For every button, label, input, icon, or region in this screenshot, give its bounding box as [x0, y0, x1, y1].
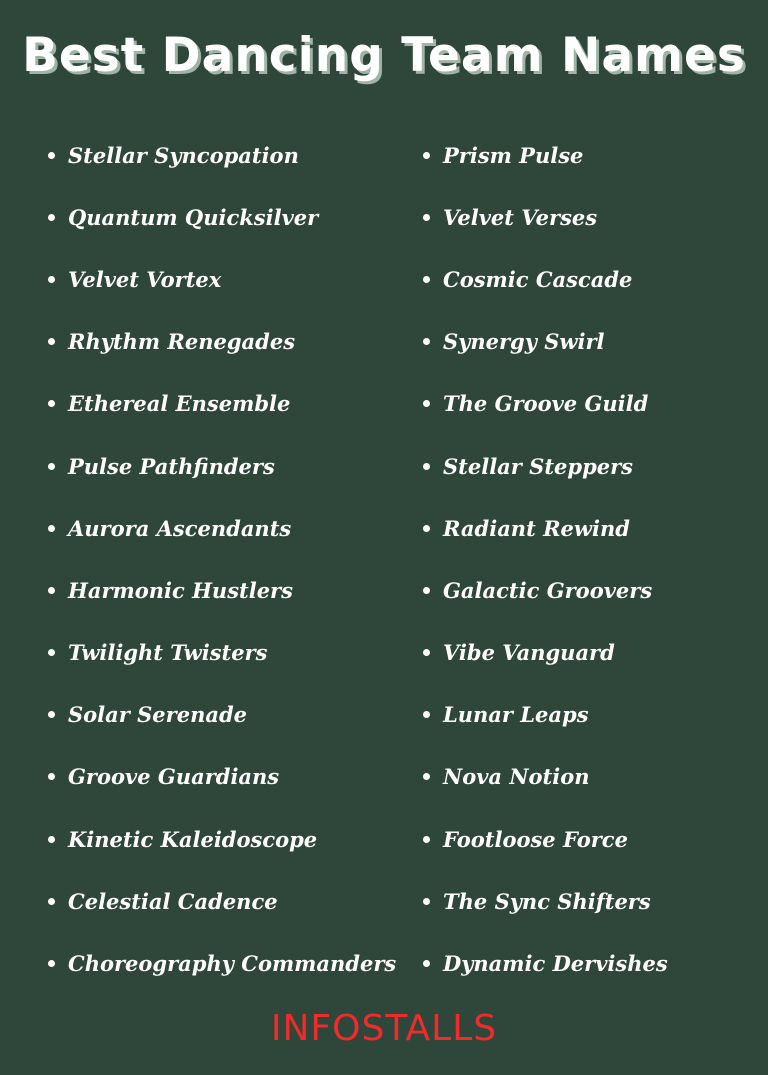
team-name: Nova Notion: [443, 764, 590, 790]
team-name: Twilight Twisters: [68, 640, 268, 666]
bullet-icon: [423, 214, 430, 221]
bullet-icon: [48, 525, 55, 532]
team-name: Quantum Quicksilver: [68, 204, 319, 230]
team-name: Footloose Force: [443, 826, 628, 852]
team-name: Dynamic Dervishes: [443, 951, 668, 977]
list-item: [423, 870, 753, 932]
list-item: [48, 870, 398, 932]
list-item: [423, 248, 753, 310]
bullet-icon: [423, 711, 430, 718]
list-item: [48, 684, 398, 746]
team-name: Pulse Pathfinders: [68, 453, 275, 479]
list-item: [423, 124, 753, 186]
list-item: [48, 559, 398, 621]
team-name: Aurora Ascendants: [68, 515, 292, 541]
team-name: Radiant Rewind: [443, 515, 630, 541]
list-item: [423, 808, 753, 870]
bullet-icon: [423, 587, 430, 594]
team-name: Velvet Verses: [443, 204, 598, 230]
bullet-icon: [423, 276, 430, 283]
team-name: Stellar Syncopation: [68, 142, 299, 168]
bullet-icon: [423, 463, 430, 470]
bullet-icon: [48, 773, 55, 780]
bullet-icon: [48, 587, 55, 594]
list-item: [48, 124, 398, 186]
bullet-icon: [423, 898, 430, 905]
team-name: Stellar Steppers: [443, 453, 634, 479]
bullet-icon: [48, 400, 55, 407]
list-item: [48, 186, 398, 248]
list-item: [423, 559, 753, 621]
names-list-left: [48, 124, 398, 995]
bullet-icon: [48, 463, 55, 470]
team-name: Prism Pulse: [443, 142, 584, 168]
list-item: [423, 186, 753, 248]
team-name: Synergy Swirl: [443, 329, 605, 355]
brand-logo-text: INFOSTALLS: [270, 1008, 498, 1049]
team-name: Cosmic Cascade: [443, 266, 633, 292]
team-name: Solar Serenade: [68, 702, 248, 728]
bullet-icon: [423, 773, 430, 780]
bullet-icon: [423, 338, 430, 345]
team-name: Vibe Vanguard: [443, 640, 615, 666]
names-list-right: [423, 124, 753, 995]
list-item: [423, 684, 753, 746]
page-title: Best Dancing Team Names: [22, 28, 746, 83]
team-name: Ethereal Ensemble: [68, 391, 291, 417]
list-item: [423, 932, 753, 994]
team-name: Galactic Groovers: [443, 577, 653, 603]
team-name: Rhythm Renegades: [68, 329, 296, 355]
bullet-icon: [48, 214, 55, 221]
team-name: The Sync Shifters: [443, 888, 651, 914]
list-item: [423, 435, 753, 497]
bullet-icon: [423, 400, 430, 407]
bullet-icon: [423, 836, 430, 843]
list-item: [48, 435, 398, 497]
team-name: The Groove Guild: [443, 391, 649, 417]
bullet-icon: [423, 960, 430, 967]
bullet-icon: [48, 898, 55, 905]
bullet-icon: [48, 338, 55, 345]
bullet-icon: [48, 960, 55, 967]
team-name: Harmonic Hustlers: [68, 577, 293, 603]
bullet-icon: [48, 649, 55, 656]
bullet-icon: [423, 525, 430, 532]
list-item: [423, 373, 753, 435]
list-item: [48, 373, 398, 435]
list-item: [48, 497, 398, 559]
list-item: [423, 746, 753, 808]
list-item: [48, 932, 398, 994]
team-name: Celestial Cadence: [68, 888, 278, 914]
team-name: Kinetic Kaleidoscope: [68, 826, 318, 852]
bullet-icon: [48, 152, 55, 159]
team-name: Velvet Vortex: [68, 266, 222, 292]
list-item: [423, 497, 753, 559]
list-item: [423, 311, 753, 373]
bullet-icon: [423, 152, 430, 159]
team-name: Choreography Commanders: [68, 951, 397, 977]
team-name: Lunar Leaps: [443, 702, 589, 728]
list-item: [48, 248, 398, 310]
list-item: [48, 808, 398, 870]
list-item: [48, 746, 398, 808]
list-item: [423, 622, 753, 684]
bullet-icon: [48, 276, 55, 283]
bullet-icon: [48, 711, 55, 718]
list-item: [48, 311, 398, 373]
bullet-icon: [48, 836, 55, 843]
list-item: [48, 622, 398, 684]
team-name: Groove Guardians: [68, 764, 280, 790]
bullet-icon: [423, 649, 430, 656]
